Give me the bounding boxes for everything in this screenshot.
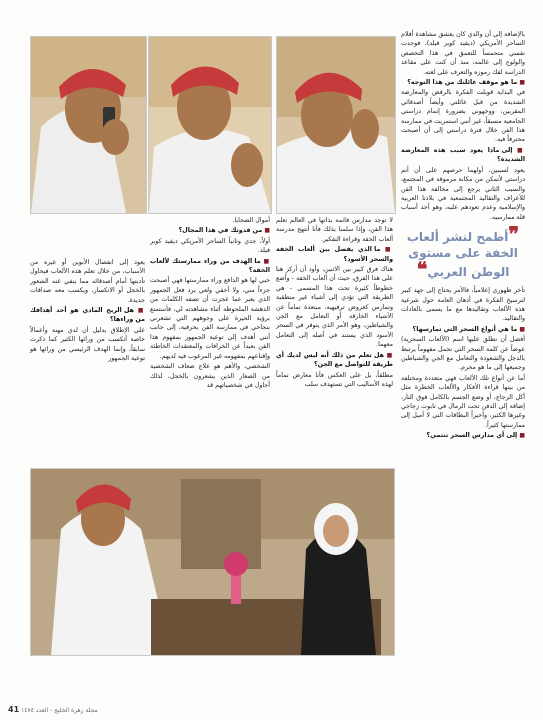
text-column-inner-right xyxy=(276,216,393,400)
paragraph: أولاً، جدي وثانياً الساحر الأمريكي ديفيد كوبر فيلد. xyxy=(150,237,270,255)
paragraph: هناك فرق كبير بين الاثنين، وأود أن أركز هنا على هذا الفرق، حيث أن ألعاب الخفة - وأضع خطوطاً كثيرة تحت هذا المسمى - هي الطريقة التي تؤدي إلى أشياء غير منطقية وتمارس كعروض ترفيهية، مبتعدة تماماً عن الأشياء الخارقة أو التعامل مع الجن والشياطين، وهو الأمر الذي يتوفر في السحر الأسود الذي يستند في أصله إلى التعامل معهما. xyxy=(276,266,393,349)
page-number: 41 xyxy=(8,705,20,714)
text-column-right xyxy=(401,30,525,666)
interview-question: ■ ما الذي يفصل بين ألعاب الخفة والسحر الأسود؟ xyxy=(276,245,393,264)
paragraph: في البداية قوبلت الفكرة بالرفض والمعارضة الشديدة من قبل عائلتي وأيضاً أصدقائي المقربين، ووجهوني بضرورة إتمام دراستي الجامعية مسبقاً، غير أنني استمريت في ممارسة هذا الفن خلال فترة دراستي إلى أن أصبحت محترفاً فيه. xyxy=(401,89,525,144)
interview-question: ■ هل الربح المادي هو أحد أهدافك من وراءها؟ xyxy=(30,306,145,325)
paragraph: يعود لسببين، أولهما حرصهم على أن أتم دراستي لأتمكن من مكانة مرموقة في المجتمع، والسبب الثاني يرجع إلى مخالفة هذا الفن للأعراف والتقاليد المجتمعية في بلادنا العربية والإسلامية وعدم تعودهم عليه، وهو أحد أسباب قلة ممارسيه. xyxy=(401,166,525,221)
paragraph: أفضل أن نطلق عليها اسم (الألعاب السحرية) عوضاً عن كلمة السحر التي تحمل مفهوماً يرتبط بالدجل والشعوذة والتعامل مع الجن والشياطين وجميعها إلى ما هو محرم. xyxy=(401,336,525,372)
photo-interview xyxy=(30,468,395,656)
photo-magician-phone xyxy=(30,36,147,214)
paragraph: يعود إلى انفصال الأبوين أو غيره من الأسباب، من خلال تعلم هذه الألعاب فيحاول تأديتها أمام أصدقائه مما ينفي عنه الشعور بالخجل أو الانكسار، ويكسب معه صداقات جديدة. xyxy=(30,259,145,304)
pull-quote xyxy=(401,222,525,282)
issue-label: مجلة زهرة الخليج - العدد ١٤٧٤ xyxy=(21,707,98,714)
paragraph: على الإطلاق بدليل أن لدي مهنة وأعمالاً خاصة أتكسب من ورائها الكثير كما ذكرت سابقاً، وإنما الهدف الرئيسي من ورائها هو توعية الجمهور xyxy=(30,326,145,363)
interview-question: ■ إلى أي مدارس السحر تنتمي؟ xyxy=(401,431,525,440)
interview-question: ■ ما هو موقف عائلتك من هذا التوجه؟ xyxy=(401,78,525,87)
interview-question: ■ إلى ماذا يعود سبب هذه المعارضة الشديدة؟ xyxy=(401,146,525,165)
photo-magician-nose xyxy=(276,36,396,214)
photo-magician-finger xyxy=(148,36,272,214)
pull-quote-text: أطمح لنشر ألعاب الخفة على مستوى الوطن العربي xyxy=(406,230,518,280)
paragraph: مطلقاً، بل على العكس فأنا معارض تماماً لهذه الأساليب التي تستهدف سلب xyxy=(276,371,393,388)
quote-mark-icon: ❝ xyxy=(416,257,428,282)
paragraph: تأخر ظهوري إعلامياً، فالأمر يحتاج إلى جهد كبير لترسيخ الفكرة في أذهان العامة حول شرعية هذه الألعاب وتقاليدها مع ما يسمى بالعادات والتقاليد. xyxy=(401,287,525,323)
interview-question: ■ ما الهدف من وراء ممارستك لألعاب الخفة؟ xyxy=(150,257,270,276)
page-footer xyxy=(8,705,98,714)
text-column-left xyxy=(30,258,145,466)
interview-question: ■ من قدوتك في هذا المجال؟ xyxy=(150,226,270,235)
quote-mark-icon: ❞ xyxy=(508,222,520,247)
paragraph: أما عن أنواع تلك الألعاب فهي متعددة ومختلفة من بينها قراءة الأفكار والألعاب الخطرة مثل أكل الزجاج، أو وضع الجسم بالكامل فوق النار، إضافة إلى الدفن تحت الرمال في تابوت زجاجي وغيرها الكثير، وأخيراً البطاقات التي لا أميل إلى ممارستها كثيراً. xyxy=(401,374,525,429)
paragraph: أموال الضحايا. xyxy=(232,217,270,224)
interview-question: ■ هل تعلم من ذلك أنه ليس لديك أي طريقة للتواصل مع الجن؟ xyxy=(276,351,393,370)
paragraph: بالإضافة إلى أن والدي كان يعشق مشاهدة أفلام الساحر الأمريكي (ديفيد كوبر فيلد)، فوجدت نفسي متحمساً للتعمق في هذا التخصص والولوج إلى عالمه، منذ أن كنت على مقاعد الدراسة لفك رموزه والتعرف على لغته. xyxy=(401,31,525,76)
interview-question: ■ ما هي أنواع السحر التي تمارسها؟ xyxy=(401,325,525,334)
paragraph: الشخصي، والأهم هو علاج ضعاف الشخصية من الصغار الذين يشعرون بالخجل، لذلك أحاول في شخصياتهم قد xyxy=(150,363,270,389)
paragraph: لا توجد مدارس قائمة بذاتها في العالم تعلم هذا الفن، وإذا سلمنا بذلك فأنا أنتهج مدرسة ألعاب الخفة وقراءة التفكير. xyxy=(276,217,393,243)
paragraph: حبي لها هو الدافع وراء ممارستها فهي أصبحت جزءاً مني، ولا أخفي ولعي برد فعل الجمهور الذي يعبر عما عجزت أن تصفه الكلمات من الدهشة الملحوظة أثناء مشاهدته لي، فأستمتع برؤية الحيرة على وجوههم التي تشعرني بنجاحي في ممارسة الفن بحرفية، إلى جانب أنني أهدف إلى توعية الجمهور بمفهوم هذا الفن بعيداً عن الخرافات والمعتقدات الخاطئة وإقناعهم بمفهومه غير المرغوب فيه لديهم. xyxy=(150,277,270,360)
text-column-inner-left xyxy=(150,216,270,466)
